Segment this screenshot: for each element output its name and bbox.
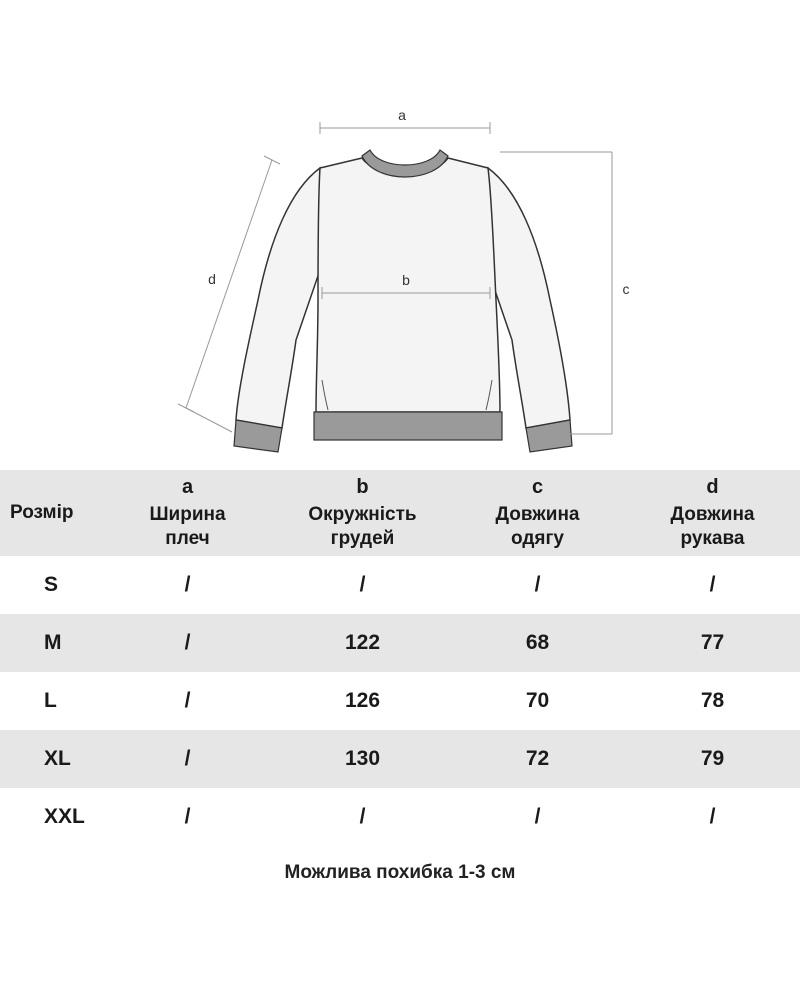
sweatshirt-diagram (0, 0, 800, 470)
waistband (314, 412, 502, 440)
row-a: / (184, 631, 191, 654)
row-size: S (44, 573, 59, 596)
row-c: / (534, 573, 541, 596)
row-b: 126 (344, 689, 381, 712)
dimension-a (320, 122, 490, 134)
row-a: / (184, 689, 191, 712)
row-b: / (359, 573, 366, 596)
dimension-b-label: b (402, 272, 410, 288)
table-row (0, 556, 800, 614)
dimension-d-label: d (208, 271, 216, 287)
sweatshirt-illustration (0, 0, 800, 470)
row-size: XL (44, 747, 71, 770)
row-c: / (534, 805, 541, 828)
row-d: 77 (700, 631, 725, 654)
row-b: 122 (344, 631, 381, 654)
left-sleeve (236, 168, 320, 428)
header-size: Розмір (10, 502, 74, 523)
row-a: / (184, 805, 191, 828)
size-chart-table (0, 470, 800, 846)
dimension-a-label: a (398, 107, 406, 123)
row-b: 130 (344, 747, 381, 770)
header-col-d: d Довжина рукава (670, 476, 755, 549)
row-d: 78 (700, 689, 725, 712)
header-col-c: c Довжина одягу (495, 476, 580, 549)
row-a: / (184, 573, 191, 596)
row-d: / (709, 573, 716, 596)
row-d: / (709, 805, 716, 828)
dimension-c-label: c (622, 281, 630, 297)
table-row (0, 672, 800, 730)
row-c: 72 (525, 747, 550, 770)
table-row (0, 788, 800, 846)
table-header-row (0, 470, 800, 556)
header-col-a: a Ширина плеч (149, 476, 226, 549)
row-size: XXL (44, 805, 85, 828)
row-c: 70 (525, 689, 550, 712)
row-d: 79 (700, 747, 725, 770)
row-a: / (184, 747, 191, 770)
tolerance-note: Можлива похибка 1-3 см (284, 862, 516, 883)
row-size: L (44, 689, 57, 712)
row-b: / (359, 805, 366, 828)
row-size: M (44, 631, 62, 654)
header-col-b: b Окружність грудей (308, 476, 417, 549)
row-c: 68 (525, 631, 550, 654)
table-row (0, 614, 800, 672)
table-row (0, 730, 800, 788)
